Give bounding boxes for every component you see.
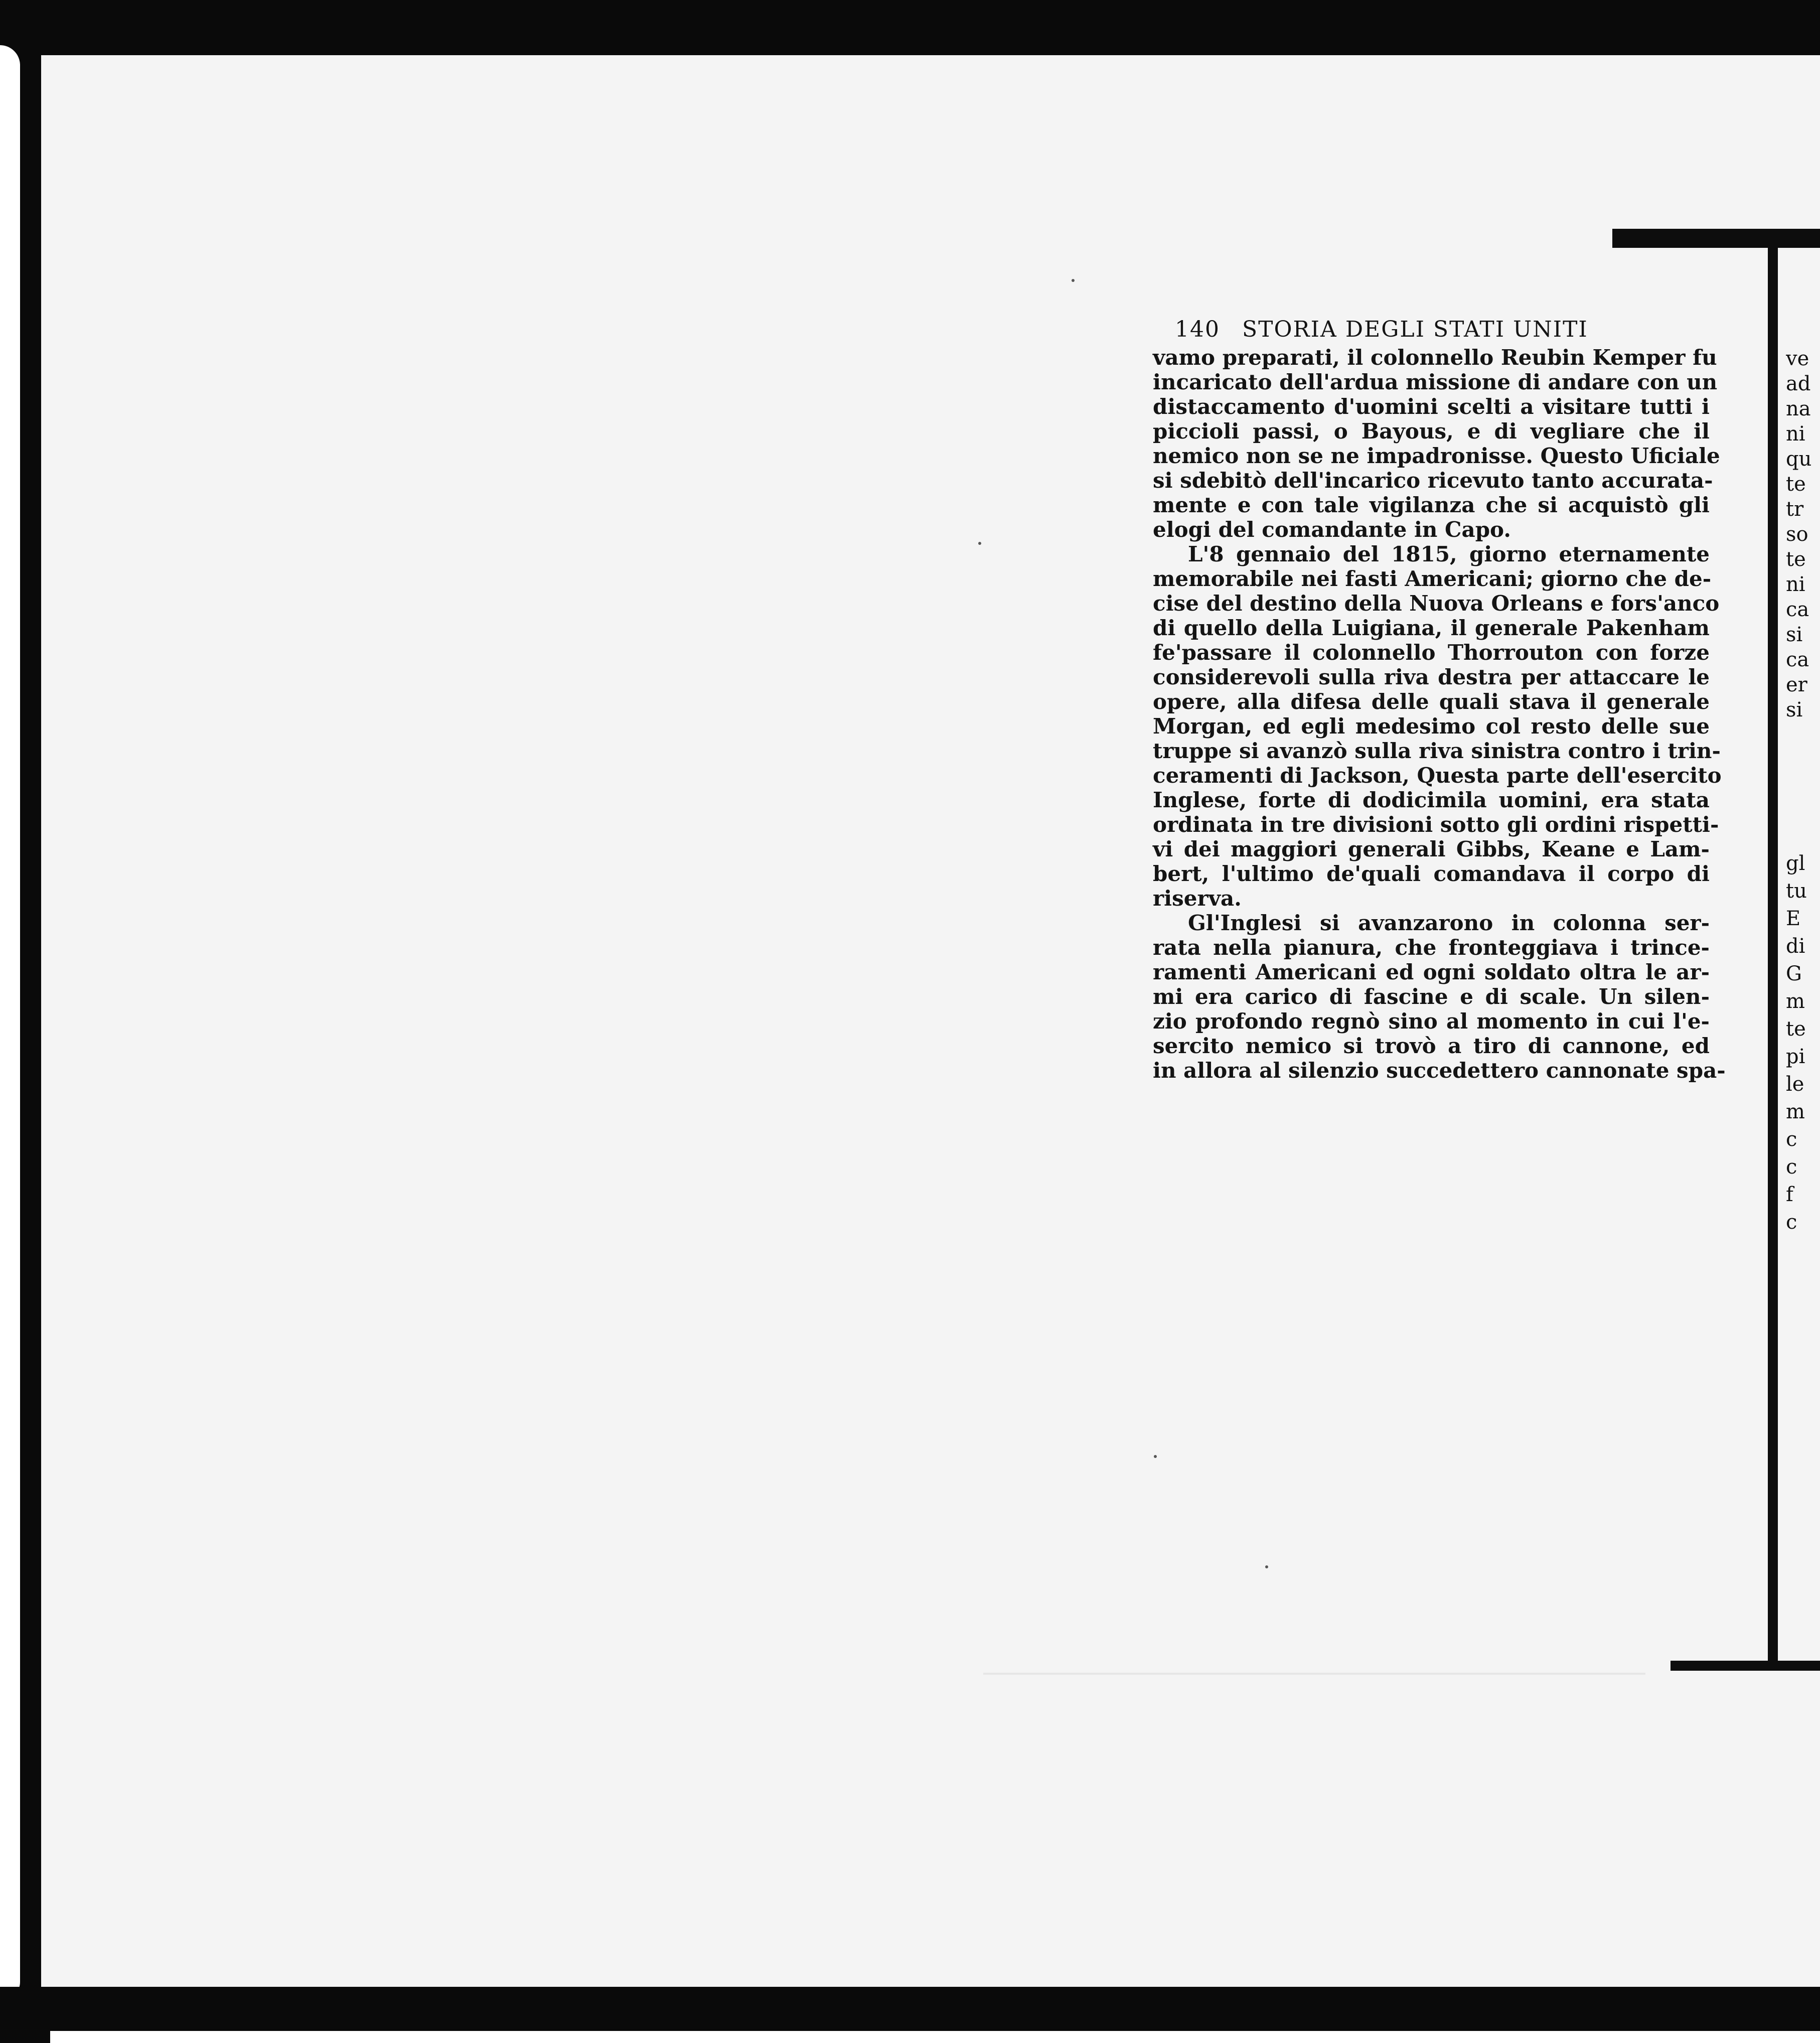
text-line: mi era carico di fascine e di scale. Un silen- — [1153, 984, 1710, 1009]
scanner-frame-top-edge — [40, 50, 1820, 55]
adjacent-text-fragment: c — [1786, 1128, 1797, 1151]
text-line: cise del destino della Nuova Orleans e fors'anco — [1153, 591, 1720, 616]
scanner-frame-top — [0, 0, 1820, 50]
adjacent-text-fragment: m — [1786, 990, 1805, 1013]
adjacent-page-edge — [1768, 248, 1778, 1663]
adjacent-page-bottom-bar — [1671, 1661, 1820, 1671]
adjacent-text-fragment: si — [1786, 698, 1803, 721]
adjacent-page-text-lower — [1786, 850, 1820, 1236]
adjacent-text-fragment: te — [1786, 1017, 1806, 1041]
text-line: ordinata in tre divisioni sotto gli ordini rispetti- — [1153, 812, 1719, 837]
text-line: ceramenti di Jackson, Questa parte dell'esercito — [1153, 763, 1722, 788]
text-line: fe'passare il colonnello Thorrouton con forze — [1153, 640, 1710, 665]
running-head — [1175, 314, 1710, 345]
text-line: considerevoli sulla riva destra per attaccare le — [1153, 665, 1710, 689]
text-line: nemico non se ne impadronisse. Questo Uficiale — [1153, 444, 1720, 468]
adjacent-text-fragment: gl — [1786, 852, 1805, 875]
adjacent-text-fragment: tu — [1786, 880, 1807, 903]
scanner-frame-left-edge — [0, 45, 20, 2002]
book-page — [1153, 314, 1726, 1083]
text-line: Inglese, forte di dodicimila uomini, era stata — [1153, 788, 1710, 812]
text-line: zio profondo regnò sino al momento in cui l'e- — [1153, 1009, 1710, 1034]
text-line: truppe si avanzò sulla riva sinistra contro i trin- — [1153, 739, 1721, 763]
page-number: 140 — [1175, 317, 1220, 342]
adjacent-text-fragment: ve — [1786, 347, 1809, 370]
scanner-frame-bottom-edge — [50, 2031, 1820, 2043]
text-line: incaricato dell'ardua missione di andare con un — [1153, 370, 1718, 394]
text-line: L'8 gennaio del 1815, giorno eternamente — [1188, 542, 1710, 566]
adjacent-text-fragment: te — [1786, 473, 1806, 496]
text-line: distaccamento d'uomini scelti a visitare tutti i — [1153, 394, 1710, 419]
adjacent-text-fragment: c — [1786, 1211, 1797, 1234]
adjacent-text-fragment: tr — [1786, 498, 1804, 521]
text-line: si sdebitò dell'incarico ricevuto tanto accurata- — [1153, 468, 1713, 493]
body-text — [1153, 345, 1726, 1083]
text-line: Morgan, ed egli medesimo col resto delle sue — [1153, 714, 1710, 739]
scan-speck — [1265, 1565, 1268, 1568]
text-line: vamo preparati, il colonnello Reubin Kemper fu — [1153, 345, 1717, 370]
text-line: vi dei maggiori generali Gibbs, Keane e Lam- — [1153, 837, 1710, 861]
text-line: memorabile nei fasti Americani; giorno che de- — [1153, 566, 1712, 591]
scan-speck — [1072, 279, 1075, 282]
text-line: rata nella pianura, che fronteggiava i trince- — [1153, 935, 1710, 960]
adjacent-text-fragment: qu — [1786, 448, 1812, 471]
adjacent-text-fragment: ad — [1786, 372, 1811, 395]
adjacent-text-fragment: ni — [1786, 422, 1805, 446]
adjacent-text-fragment: ca — [1786, 648, 1809, 671]
adjacent-text-fragment: le — [1786, 1073, 1804, 1096]
adjacent-text-fragment: so — [1786, 523, 1808, 546]
adjacent-text-fragment: si — [1786, 623, 1803, 646]
running-title: STORIA DEGLI STATI UNITI — [1242, 317, 1588, 342]
scan-shadow-line — [983, 1673, 1645, 1675]
text-line: bert, l'ultimo de'quali comandava il corpo di — [1153, 861, 1710, 886]
text-line: piccioli passi, o Bayous, e di vegliare che il — [1153, 419, 1710, 444]
adjacent-page-top-bar — [1612, 229, 1820, 248]
text-line: opere, alla difesa delle quali stava il generale — [1153, 689, 1710, 714]
text-line: elogi del comandante in Capo. — [1153, 517, 1511, 542]
adjacent-text-fragment: er — [1786, 673, 1807, 696]
adjacent-text-fragment: G — [1786, 962, 1802, 985]
adjacent-text-fragment: na — [1786, 397, 1811, 420]
adjacent-page-text-upper — [1786, 346, 1820, 722]
scan-speck — [978, 542, 981, 545]
adjacent-text-fragment: di — [1786, 935, 1805, 958]
adjacent-text-fragment: E — [1786, 907, 1801, 930]
scan-speck — [1154, 1455, 1157, 1458]
adjacent-text-fragment: pi — [1786, 1045, 1805, 1068]
adjacent-text-fragment: f — [1786, 1183, 1793, 1206]
adjacent-text-fragment: te — [1786, 548, 1806, 571]
text-line: sercito nemico si trovò a tiro di cannone, ed — [1153, 1034, 1710, 1058]
adjacent-text-fragment: c — [1786, 1155, 1797, 1179]
adjacent-text-fragment: ca — [1786, 598, 1809, 621]
text-line: in allora al silenzio succedettero cannonate spa- — [1153, 1058, 1726, 1083]
text-line: di quello della Luigiana, il generale Pakenham — [1153, 616, 1710, 640]
adjacent-text-fragment: ni — [1786, 573, 1805, 596]
text-line: Gl'Inglesi si avanzarono in colonna ser- — [1188, 911, 1710, 935]
text-line: mente e con tale vigilanza che si acquistò gli — [1153, 493, 1710, 517]
text-line: riserva. — [1153, 886, 1242, 911]
text-line: ramenti Americani ed ogni soldato oltra le ar- — [1153, 960, 1710, 984]
adjacent-text-fragment: m — [1786, 1100, 1805, 1123]
